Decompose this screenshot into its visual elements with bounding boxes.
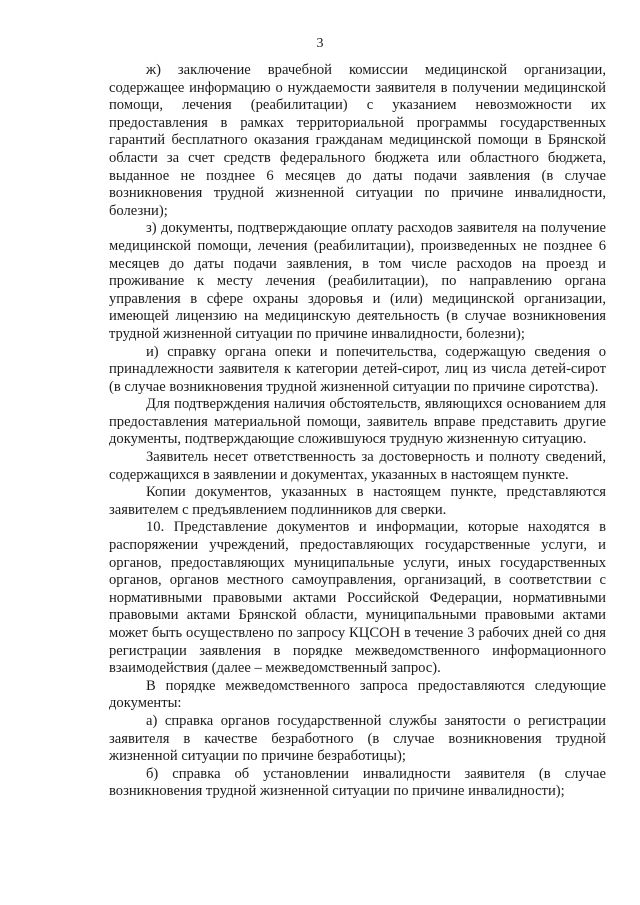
paragraph-i-guardianship-certificate: и) справку органа опеки и попечительства, содержащую сведения о принадлежности заявителя к категории детей-сирот, лиц из числа детей-сирот (в случае возникновения трудной жизненной ситуации по причине сиротства). — [109, 343, 606, 395]
paragraph-z-payment-documents: з) документы, подтверждающие оплату расходов заявителя на получение медицинской помощи, лечения (реабилитации), произведенных не позднее 6 месяцев до даты подачи заявления, в том числе расходов на проезд и проживание к месту лечения (реабилитации), по направлению органа управления в сфере охраны здоровья и (или) медицинской организации, имеющей лицензию на медицинскую деятельность (в случае возникновения трудной жизненной ситуации по причине инвалидности, болезни); — [109, 220, 606, 342]
page-number: 3 — [316, 36, 324, 51]
paragraph-other-documents: Для подтверждения наличия обстоятельств, являющихся основанием для предоставления материальной помощи, заявитель вправе представить другие документы, подтверждающие сложившуюся трудную жизненную ситуацию. — [109, 396, 606, 448]
paragraph-request-documents-list: В порядке межведомственного запроса предоставляются следующие документы: — [109, 677, 606, 712]
document-body — [109, 62, 606, 801]
paragraph-copies-of-documents: Копии документов, указанных в настоящем пункте, представляются заявителем с предъявлением подлинников для сверки. — [109, 484, 606, 518]
paragraph-zh-medical-commission: ж) заключение врачебной комиссии медицинской организации, содержащее информацию о нуждаемости заявителя в получении медицинской помощи, лечения (реабилитации) с указанием невозможности их предоставления в рамках территориальной программы государственных гарантий бесплатного оказания гражданам медицинской помощи в Брянской области за счет средств федерального бюджета или областного бюджета, выданное не позднее 6 месяцев до даты подачи заявления (в случае возникновения трудной жизненной ситуации по причине инвалидности, болезни); — [109, 62, 606, 219]
paragraph-a-employment-service: а) справка органов государственной службы занятости о регистрации заявителя в качестве безработного (в случае возникновения трудной жизненной ситуации по причине безработицы); — [109, 712, 606, 765]
paragraph-applicant-responsibility: Заявитель несет ответственность за достоверность и полноту сведений, содержащихся в заявлении и документах, указанных в настоящем пункте. — [109, 449, 606, 483]
paragraph-10-interagency-request: 10. Представление документов и информации, которые находятся в распоряжении учреждений, предоставляющих государственные услуги, и органов, предоставляющих муниципальные услуги, иных государственных органов, органов местного самоуправления, организаций, в соответствии с нормативными правовыми актами Российской Федерации, нормативными правовыми актами Брянской области, муниципальными правовыми актами может быть осуществлено по запросу КЦСОН в течение 3 рабочих дней со дня регистрации заявления в порядке межведомственного информационного взаимодействия (далее – межведомственный запрос). — [109, 519, 606, 677]
paragraph-b-disability-certificate: б) справка об установлении инвалидности заявителя (в случае возникновения трудной жизненной ситуации по причине инвалидности); — [109, 765, 606, 800]
